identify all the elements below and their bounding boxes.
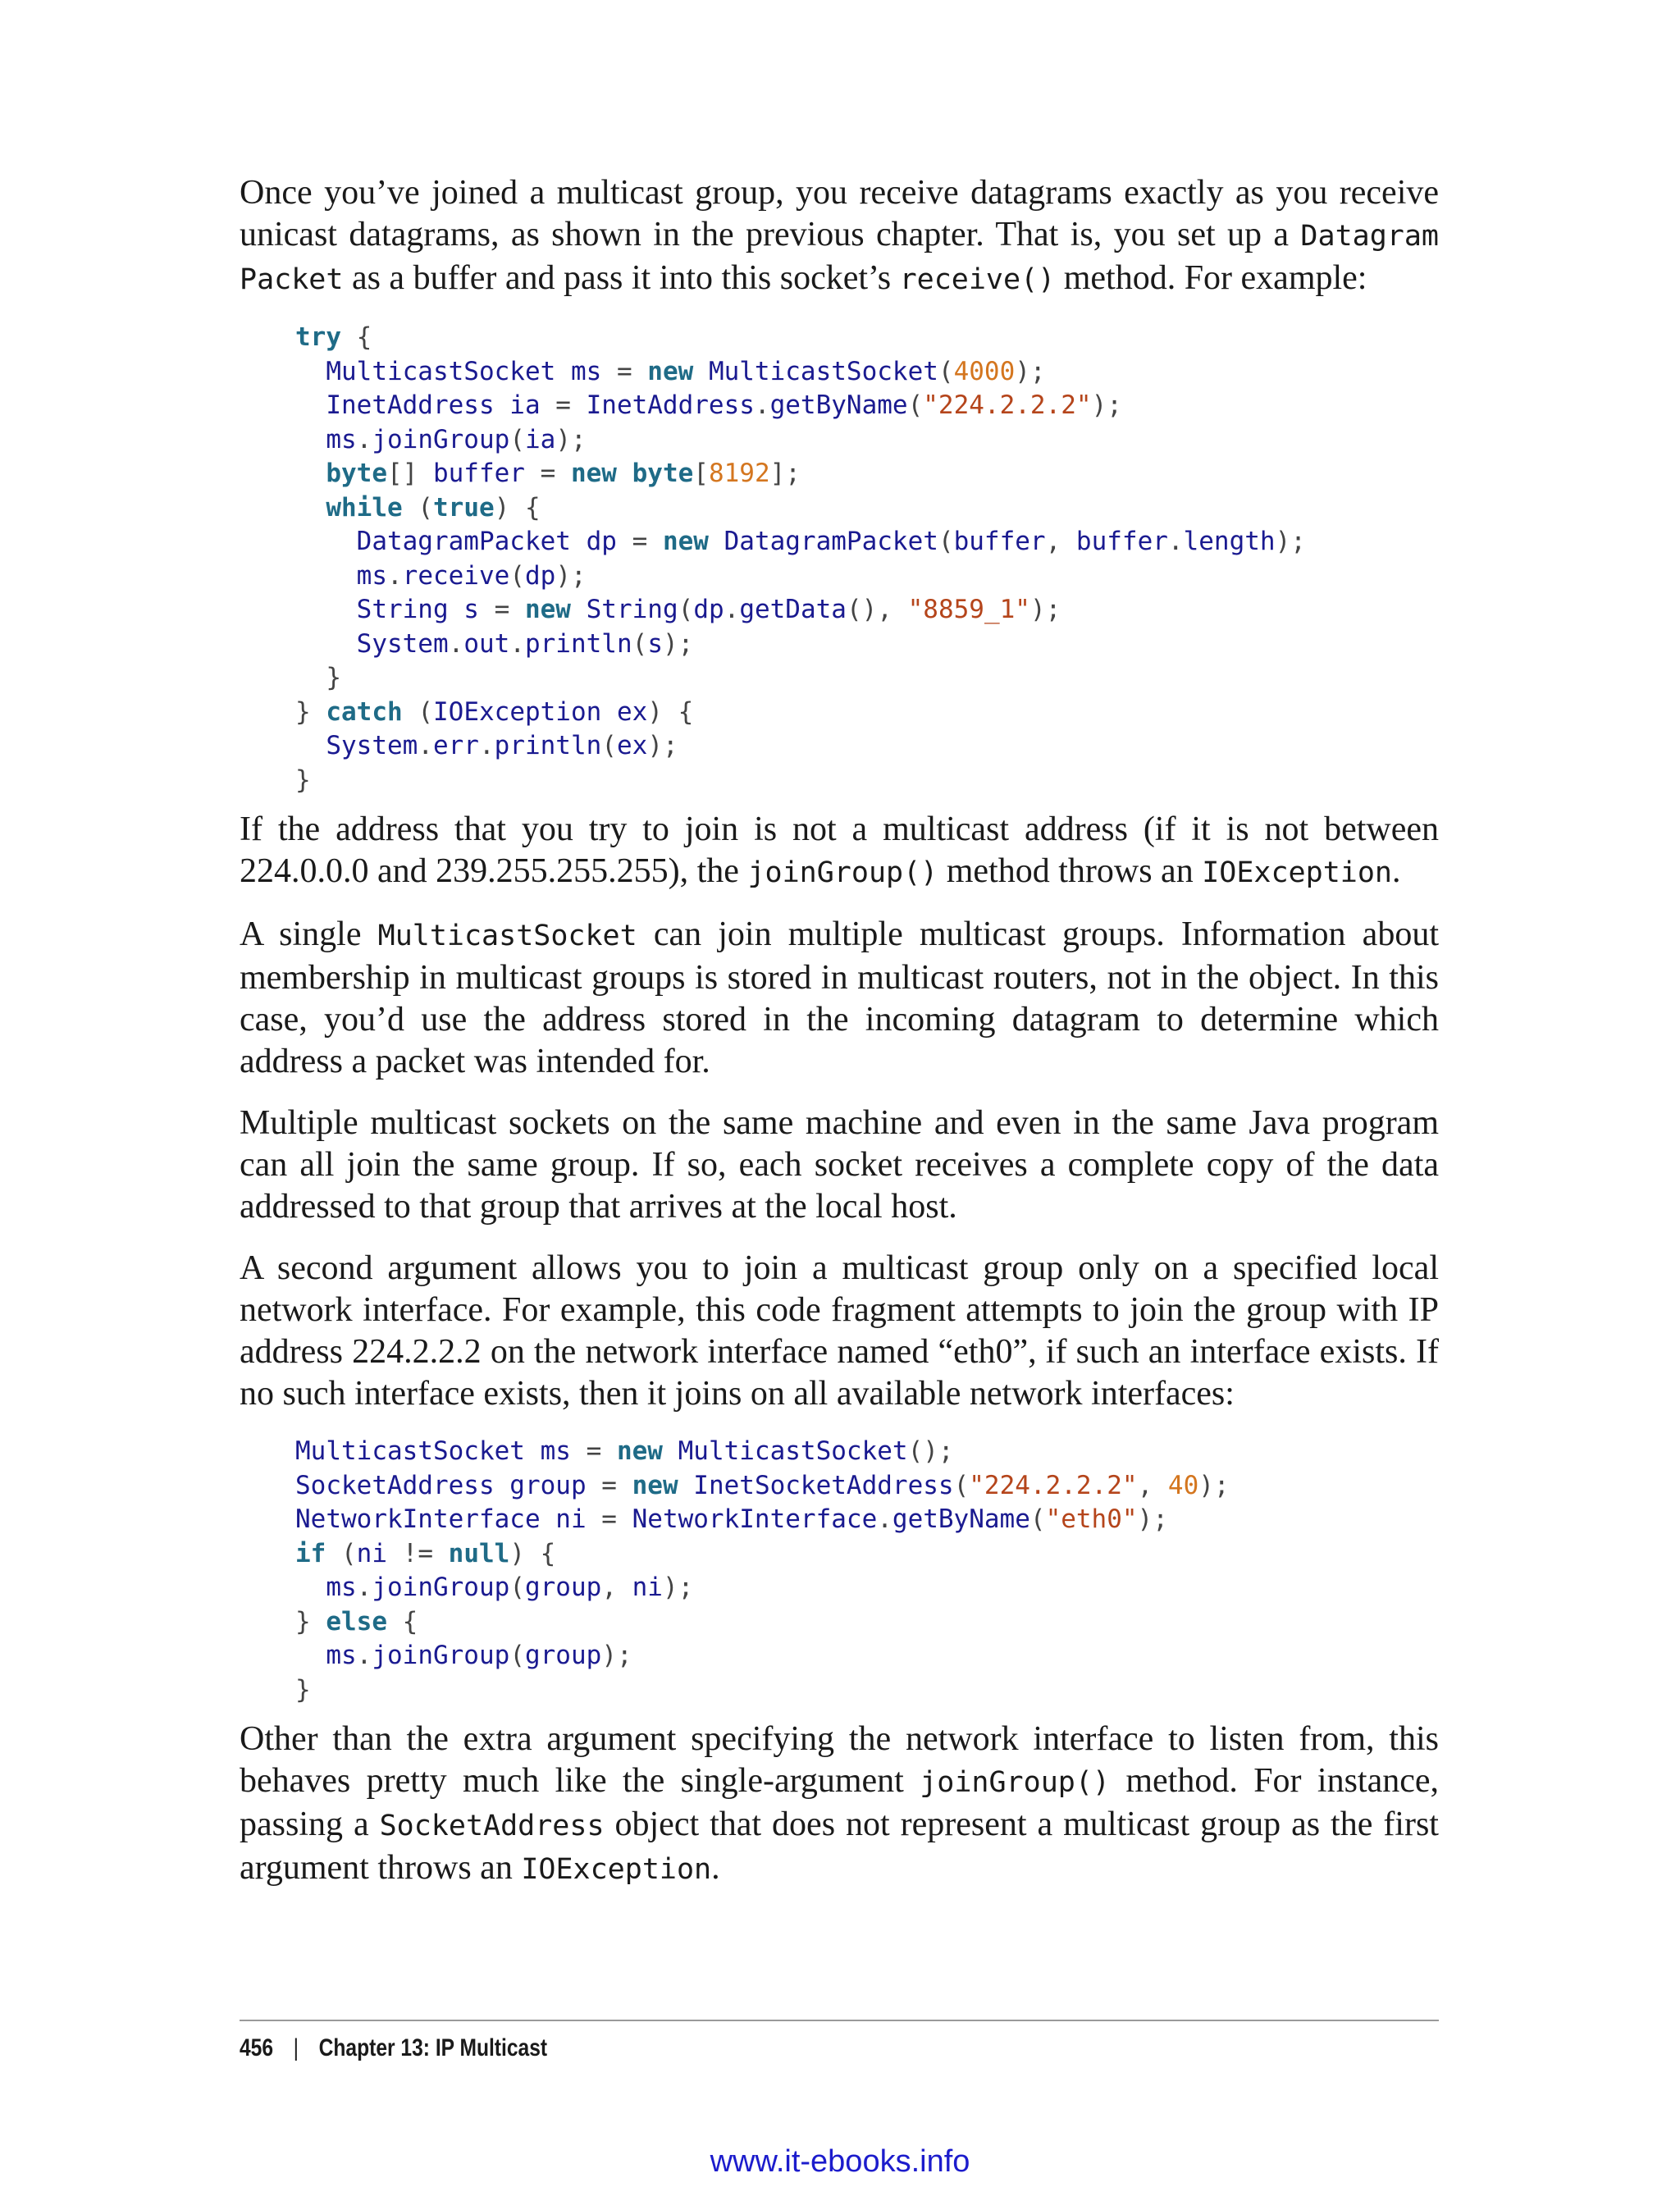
text-run: Once you’ve joined a multicast group, you receive datagrams exactly as you receive unicast datagrams, as shown in the previous chapter. That is, you set up a: [240, 174, 1439, 253]
inline-code: IOException: [521, 1853, 712, 1886]
code-token: .: [724, 595, 740, 624]
code-token: (: [938, 527, 954, 556]
code-token: [632, 357, 648, 386]
code-token: (: [632, 628, 648, 659]
code-token: byte: [295, 459, 387, 488]
text-run: Other than the extra argument specifying the network interface to listen from, this behaves pretty much like the single-argument: [240, 1720, 1439, 1800]
code-token: ex: [616, 731, 648, 760]
text-run: A single: [240, 915, 378, 953]
code-token: catch: [326, 696, 403, 727]
inline-code: receive(): [899, 263, 1056, 296]
text-run: If the address that you try to join is not a multicast address (if it is not between 224.0.0.0 and 239.255.255.255), the: [240, 810, 1439, 890]
code-line: [295, 527, 1306, 556]
code-token: [326, 1539, 341, 1568]
code-token: receive: [402, 560, 510, 591]
code-token: null: [448, 1538, 510, 1568]
code-token: !=: [402, 1538, 433, 1568]
code-token: =: [555, 390, 571, 420]
code-token: .: [509, 628, 525, 659]
code-token: buffer: [418, 459, 541, 488]
code-token: ,: [1137, 1470, 1153, 1500]
code-token: [403, 493, 418, 523]
text-run: .: [711, 1849, 720, 1887]
code-token: DatagramPacket dp: [295, 527, 632, 556]
code-token: "224.2.2.2": [923, 390, 1092, 420]
text-run: as a buffer and pass it into this socket’s: [343, 259, 900, 297]
code-token: [617, 459, 632, 488]
code-token: ) {: [509, 1538, 556, 1568]
code-token: MulticastSocket ms: [295, 356, 617, 386]
code-token: SocketAddress group: [295, 1470, 602, 1500]
code-block-interface-join: [295, 1435, 1439, 1707]
code-token: InetAddress: [570, 390, 755, 420]
code-token: [617, 1471, 632, 1500]
code-token: =: [601, 1504, 617, 1534]
code-line: [295, 459, 801, 488]
code-token: "eth0": [1045, 1504, 1138, 1534]
code-token: new: [570, 459, 617, 488]
code-token: InetSocketAddress: [678, 1470, 954, 1500]
code-token: .: [418, 731, 433, 760]
code-token: =: [540, 459, 556, 488]
code-token: dp: [524, 560, 556, 591]
code-token: );: [1198, 1470, 1230, 1500]
code-token: );: [662, 628, 694, 659]
code-token: (: [509, 1641, 525, 1670]
code-token: (: [509, 1573, 525, 1602]
code-line: [295, 1539, 555, 1568]
code-token: (: [601, 731, 617, 760]
code-token: ms: [295, 1573, 357, 1602]
code-token: );: [555, 560, 587, 591]
code-line: [295, 390, 1122, 420]
code-token: ,: [601, 1573, 617, 1602]
code-token: ];: [769, 459, 801, 488]
inline-code: SocketAddress: [379, 1810, 605, 1842]
code-token: InetAddress ia: [295, 390, 556, 420]
paragraph-receive-intro: [240, 172, 1439, 301]
code-token: (: [509, 424, 525, 454]
code-token: ms: [295, 1641, 357, 1670]
code-token: {: [386, 1606, 418, 1637]
code-line: [295, 663, 341, 692]
code-token: MulticastSocket ms: [295, 1436, 587, 1466]
code-token: .: [1167, 527, 1184, 556]
code-token: ,: [1045, 527, 1061, 556]
code-token: }: [295, 1606, 326, 1637]
code-line: [295, 561, 587, 591]
code-token: System: [295, 731, 418, 760]
text-run: object that does not represent a multicast group as the first argument throws an: [240, 1806, 1439, 1887]
code-token: .: [356, 1573, 372, 1602]
code-token: ni: [616, 1573, 663, 1602]
code-token: [647, 527, 663, 556]
code-token: if: [295, 1538, 326, 1568]
code-token: (: [418, 492, 433, 523]
code-token: );: [555, 424, 587, 454]
chapter-title: Chapter 13: IP Multicast: [318, 2034, 548, 2061]
code-token: );: [601, 1641, 632, 1670]
code-token: .: [478, 731, 495, 760]
code-token: buffer: [953, 527, 1046, 556]
code-token: [: [693, 459, 709, 488]
code-token: (: [953, 1470, 970, 1500]
text-run: Multiple multicast sockets on the same machine and even in the same Java program can all join the same group. If so, each socket receives a complete copy of the data addressed to that group that arrives at the local host.: [240, 1104, 1439, 1226]
code-token: new: [616, 1436, 663, 1466]
page-number: 456: [240, 2034, 274, 2061]
code-token: []: [386, 459, 418, 488]
code-token: (: [1029, 1504, 1046, 1534]
code-token: getByName: [769, 390, 908, 420]
code-token: System: [295, 628, 449, 659]
code-token: =: [616, 356, 632, 386]
code-token: 40: [1167, 1470, 1199, 1500]
code-token: (),: [846, 595, 892, 624]
code-token: (: [678, 595, 694, 624]
code-line: [295, 425, 587, 454]
code-token: =: [586, 1436, 602, 1466]
paragraph-join-address: [240, 809, 1439, 894]
code-token: );: [1091, 390, 1122, 420]
code-token: joinGroup: [372, 424, 510, 454]
code-token: {: [341, 322, 372, 352]
code-token: =: [632, 527, 648, 556]
code-token: true: [433, 492, 495, 523]
code-line: [295, 1436, 954, 1466]
code-line: [295, 595, 1061, 624]
code-token: ia: [524, 424, 556, 454]
code-token: ) {: [494, 492, 541, 523]
code-token: new: [662, 527, 709, 556]
inline-code: Datagram Packet: [240, 220, 1439, 296]
code-token: ) {: [647, 696, 694, 727]
code-line: [295, 629, 693, 659]
code-token: [403, 697, 418, 727]
code-token: );: [662, 1573, 694, 1602]
code-token: NetworkInterface ni: [295, 1504, 602, 1534]
code-token: group: [524, 1641, 602, 1670]
code-token: println: [524, 628, 632, 659]
code-token: length: [1183, 527, 1276, 556]
code-token: .: [448, 628, 464, 659]
code-token: ni: [356, 1538, 403, 1568]
code-line: [295, 1471, 1230, 1500]
code-token: );: [1275, 527, 1306, 556]
code-block-receive-loop: [295, 321, 1439, 797]
code-token: DatagramPacket: [708, 527, 938, 556]
code-token: getData: [739, 595, 847, 624]
code-token: (: [341, 1538, 357, 1568]
watermark-link[interactable]: www.it-ebooks.info: [710, 2144, 970, 2179]
code-token: (: [509, 560, 525, 591]
code-token: ms: [295, 424, 357, 454]
text-run: method. For instance, passing a: [240, 1762, 1440, 1843]
inline-code: joinGroup(): [920, 1766, 1110, 1799]
code-token: [433, 1539, 449, 1568]
page-footer: [240, 2034, 547, 2062]
inline-code: MulticastSocket: [377, 920, 637, 952]
code-token: .: [356, 424, 372, 454]
code-line: [295, 493, 541, 523]
code-token: "8859_1": [907, 595, 1030, 624]
code-line: [295, 731, 678, 760]
page-content: [240, 172, 1439, 1911]
code-token: try: [295, 322, 341, 352]
code-token: println: [494, 731, 602, 760]
code-token: ms: [295, 560, 387, 591]
code-token: MulticastSocket: [662, 1436, 908, 1466]
code-token: String: [570, 595, 678, 624]
code-token: }: [295, 663, 341, 692]
code-token: while: [295, 492, 403, 523]
code-token: );: [647, 731, 678, 760]
code-token: .: [754, 390, 770, 420]
text-run: method throws an: [938, 852, 1203, 890]
inline-code: joinGroup(): [747, 856, 938, 889]
code-token: s: [647, 628, 663, 659]
code-token: }: [295, 765, 311, 795]
code-token: .: [356, 1641, 372, 1670]
code-token: [601, 1436, 617, 1466]
code-token: 4000: [953, 356, 1016, 386]
code-token: [509, 595, 525, 624]
code-token: (: [907, 390, 924, 420]
code-line: [295, 1504, 1168, 1534]
code-token: group: [524, 1573, 602, 1602]
code-token: 8192: [708, 459, 770, 488]
code-token: .: [877, 1504, 892, 1534]
paragraph-multiple-groups: [240, 914, 1439, 1083]
text-run: can join multiple multicast groups. Information about membership in multicast groups is stored in multicast routers, not in the object. In this case, you’d use the address stored in the incoming datagram to determine which address a packet was intended for.: [240, 915, 1439, 1080]
text-run: method. For example:: [1055, 259, 1367, 297]
paragraph-network-interface: [240, 1248, 1439, 1415]
code-line: [295, 697, 693, 727]
code-line: [295, 1573, 693, 1602]
code-line: [295, 1641, 632, 1670]
code-token: dp: [693, 595, 724, 624]
code-token: "224.2.2.2": [969, 1470, 1138, 1500]
paragraph-extra-argument: [240, 1719, 1439, 1891]
code-line: [295, 765, 311, 795]
text-run: .: [1392, 852, 1401, 890]
code-token: err: [432, 731, 479, 760]
code-token: );: [1015, 356, 1046, 386]
text-run: A second argument allows you to join a multicast group only on a specified local network interface. For example, this code fragment attempts to join the group with IP address 224.2.2.2 on the network interface named “eth0”, if such an interface exists. If no such interface exists, then it joins on all available network interfaces:: [240, 1249, 1439, 1413]
code-token: MulticastSocket: [693, 356, 938, 386]
code-token: =: [601, 1470, 617, 1500]
code-token: ();: [907, 1436, 954, 1466]
code-token: out: [463, 628, 510, 659]
code-token: joinGroup: [372, 1641, 510, 1670]
code-token: }: [295, 1674, 311, 1705]
code-token: NetworkInterface: [616, 1504, 878, 1534]
code-token: (: [938, 356, 954, 386]
code-token: .: [386, 560, 403, 591]
code-token: new: [632, 1470, 678, 1500]
code-token: =: [494, 595, 510, 624]
code-token: );: [1137, 1504, 1168, 1534]
paragraph-multiple-sockets: [240, 1102, 1439, 1228]
footer-separator: |: [293, 2034, 299, 2061]
code-token: [555, 459, 571, 488]
code-token: getByName: [892, 1504, 1030, 1534]
code-line: [295, 1607, 418, 1637]
code-token: [892, 595, 908, 624]
code-token: String s: [295, 595, 495, 624]
code-token: new: [524, 595, 571, 624]
code-token: buffer: [1061, 527, 1168, 556]
code-token: (: [418, 696, 433, 727]
code-token: byte: [632, 459, 694, 488]
code-token: }: [295, 696, 326, 727]
code-token: );: [1029, 595, 1061, 624]
inline-code: IOException: [1202, 856, 1392, 889]
footer-divider: [240, 2020, 1439, 2021]
code-token: else: [326, 1606, 387, 1637]
code-line: [295, 357, 1046, 386]
code-line: [295, 322, 372, 352]
code-token: IOException ex: [433, 696, 648, 727]
code-token: joinGroup: [372, 1573, 510, 1602]
code-token: new: [647, 356, 694, 386]
code-line: [295, 1675, 311, 1705]
code-token: [1153, 1471, 1168, 1500]
